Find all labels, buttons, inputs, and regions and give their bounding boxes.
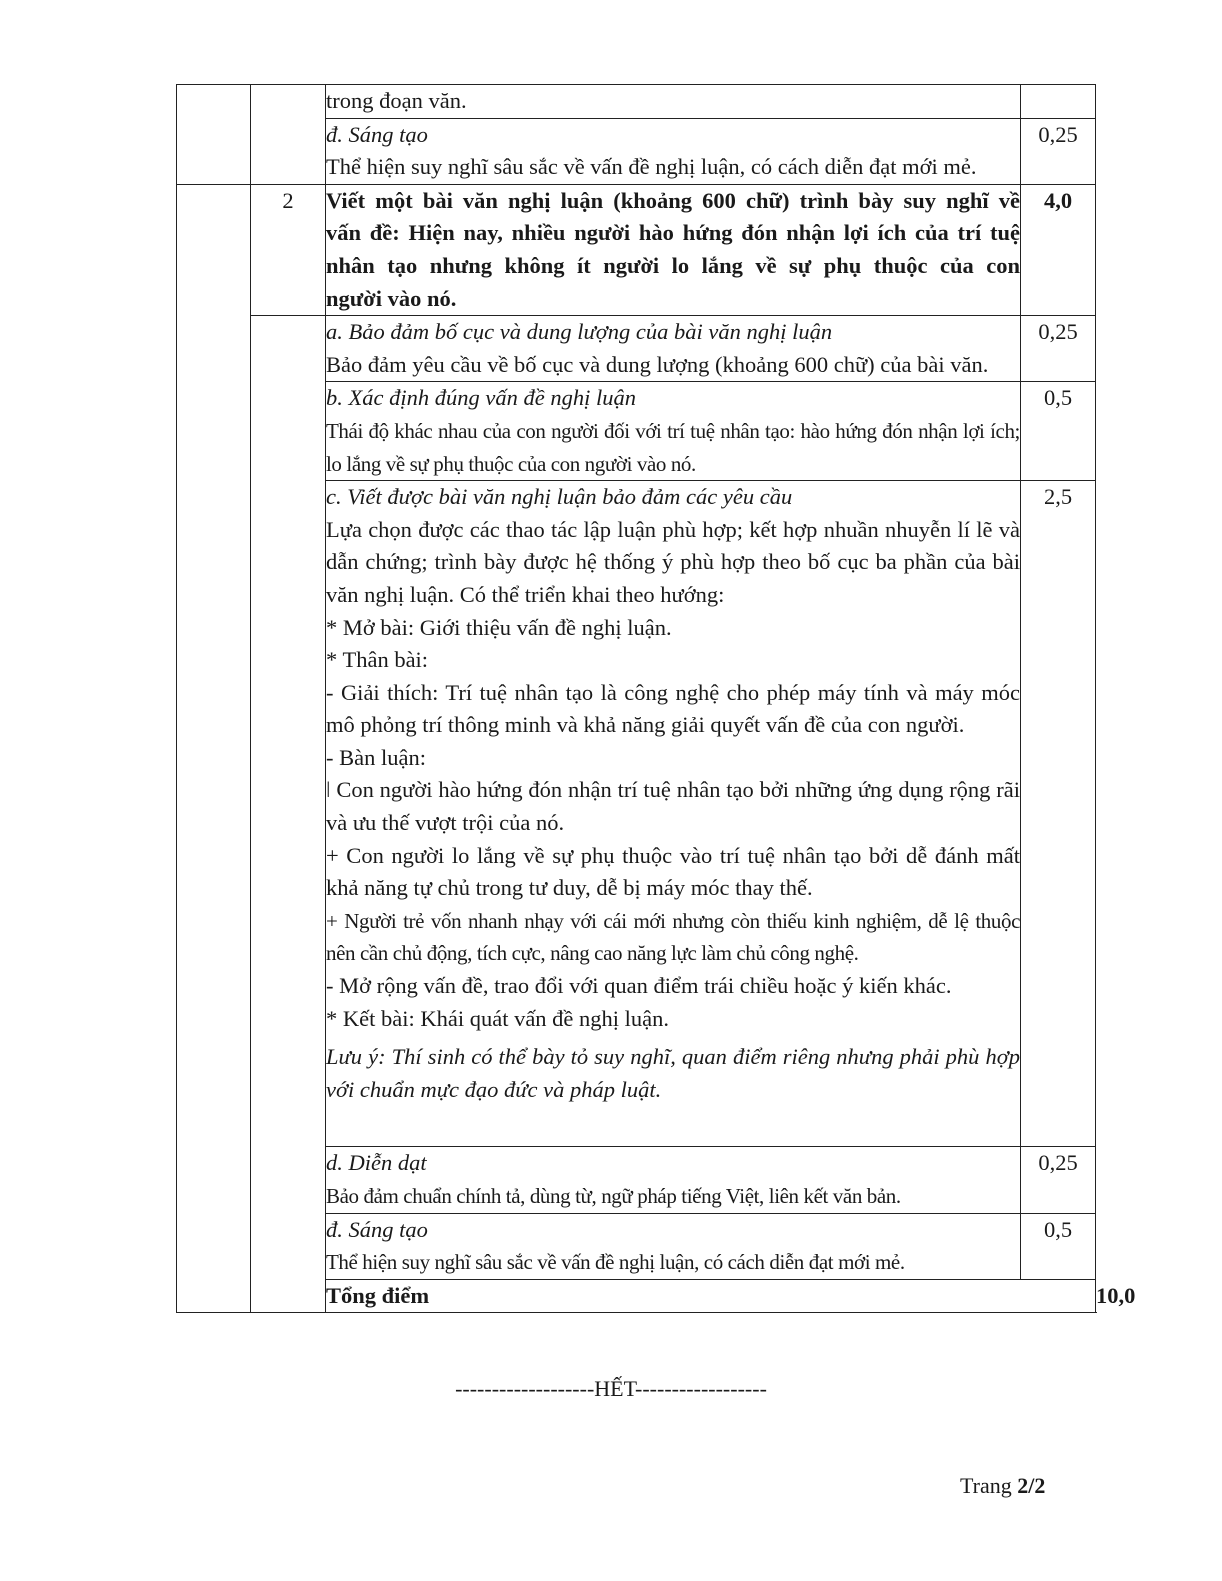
page-number bbox=[960, 1473, 1045, 1499]
score-cell: 4,0 bbox=[1021, 184, 1096, 315]
score-cell: 0,5 bbox=[1021, 1213, 1096, 1279]
criterion-line: * Thân bài: bbox=[326, 647, 429, 673]
note-text: Lưu ý: Thí sinh có thể bày tỏ suy nghĩ, quan điểm riêng nhưng phải phù hợp với chuẩn mực đạo đức và pháp luật. bbox=[326, 1044, 1020, 1102]
prompt-line: Viết một bài văn nghị luận (khoảng 600 chữ) trình bày suy nghĩ về bbox=[326, 187, 1020, 213]
criterion-body: Thái độ khác nhau của con người đối với trí tuệ nhân tạo: hào hứng đón nhận lợi ích; lo lắng về sự phụ thuộc của con người vào nó. bbox=[326, 418, 1020, 476]
page-number-prefix: Trang bbox=[960, 1473, 1018, 1498]
prompt-line: nhân tạo nhưng không ít người lo lắng về sự phụ thuộc của con bbox=[326, 252, 1020, 278]
prompt-line: vấn đề: Hiện nay, nhiều người hào hứng đón nhận lợi ích của trí tuệ bbox=[326, 220, 1020, 246]
score-cell: 0,25 bbox=[1021, 118, 1096, 184]
total-row: Tổng điểm 10,0 bbox=[177, 1279, 1096, 1313]
table-row bbox=[177, 316, 1096, 382]
criterion-line: + Người trẻ vốn nhanh nhạy với cái mới nhưng còn thiếu kinh nghiệm, dễ lệ thuộc nên cần chủ động, tích cực, nâng cao năng lực làm chủ công nghệ. bbox=[326, 908, 1020, 966]
criterion-title: a. Bảo đảm bố cục và dung lượng của bài văn nghị luận bbox=[326, 319, 833, 345]
criterion-line: ǀ Con người hào hứng đón nhận trí tuệ nhân tạo bởi những ứng dụng rộng rãi và ưu thế vượt trội của nó. bbox=[326, 777, 1020, 836]
question-number: 2 bbox=[251, 184, 326, 315]
criterion-body: Bảo đảm yêu cầu về bố cục và dung lượng (khoảng 600 chữ) của bài văn. bbox=[326, 351, 989, 377]
criterion-cell bbox=[326, 382, 1021, 481]
criterion-title: b. Xác định đúng vấn đề nghị luận bbox=[326, 385, 636, 411]
criterion-body: trong đoạn văn. bbox=[326, 88, 467, 113]
criterion-line: Lựa chọn được các thao tác lập luận phù hợp; kết hợp nhuần nhuyễn lí lẽ và dẫn chứng; trình bày được hệ thống ý phù hợp theo bố cục ba phần của bài văn nghị luận. Có thể triển khai theo hướng: bbox=[326, 516, 1020, 607]
criterion-line: + Con người lo lắng về sự phụ thuộc vào trí tuệ nhân tạo bởi dễ đánh mất khả năng tự chủ trong tư duy, dễ bị máy móc thay thế. bbox=[326, 842, 1020, 901]
prompt-line: người vào nó. bbox=[326, 285, 457, 311]
scoring-table bbox=[176, 84, 1136, 1313]
criterion-line: - Giải thích: Trí tuệ nhân tạo là công nghệ cho phép máy tính và máy móc mô phỏng trí thông minh và khả năng giải quyết vấn đề của con người. bbox=[326, 679, 1020, 738]
question-prompt bbox=[326, 184, 1021, 315]
score-cell: 0,5 bbox=[1021, 382, 1096, 481]
criterion-body: Thể hiện suy nghĩ sâu sắc về vấn đề nghị luận, có cách diễn đạt mới mẻ. bbox=[326, 1250, 905, 1275]
criterion-body: Thể hiện suy nghĩ sâu sắc về vấn đề nghị luận, có cách diễn đạt mới mẻ. bbox=[326, 154, 977, 180]
score-cell: 0,25 bbox=[1021, 316, 1096, 382]
part-cell bbox=[177, 85, 251, 185]
page-number-value: 2/2 bbox=[1017, 1473, 1046, 1498]
criterion-cell bbox=[326, 1213, 1021, 1279]
criterion-cell bbox=[326, 481, 1021, 1147]
criterion-title: c. Viết được bài văn nghị luận bảo đảm các yêu cầu bbox=[326, 484, 793, 510]
criterion-cell bbox=[326, 85, 1021, 119]
criterion-cell bbox=[326, 316, 1021, 382]
question-cell bbox=[251, 85, 326, 185]
criterion-title: d. Diễn dạt bbox=[326, 1150, 427, 1176]
score-cell bbox=[1021, 85, 1096, 119]
criterion-cell bbox=[326, 1147, 1021, 1213]
question-cell bbox=[251, 316, 326, 1313]
criterion-cell bbox=[326, 118, 1021, 184]
criterion-line: - Bàn luận: bbox=[326, 744, 426, 770]
criterion-line: * Kết bài: Khái quát vấn đề nghị luận. bbox=[326, 1005, 670, 1031]
table-row bbox=[177, 184, 1096, 315]
criterion-title: đ. Sáng tạo bbox=[326, 121, 428, 147]
score-cell: 0,25 bbox=[1021, 1147, 1096, 1213]
part-cell bbox=[177, 184, 251, 1313]
score-cell: 2,5 bbox=[1021, 481, 1096, 1147]
criterion-title: đ. Sáng tạo bbox=[326, 1216, 428, 1242]
criterion-line: - Mở rộng vấn đề, trao đổi với quan điểm trái chiều hoặc ý kiến khác. bbox=[326, 973, 952, 999]
end-marker: -------------------HẾT------------------ bbox=[455, 1376, 767, 1401]
table-row bbox=[177, 85, 1096, 119]
criterion-body: Bảo đảm chuẩn chính tả, dùng từ, ngữ pháp tiếng Việt, liên kết văn bản. bbox=[326, 1184, 901, 1208]
criterion-line: * Mở bài: Giới thiệu vấn đề nghị luận. bbox=[326, 614, 672, 640]
total-label: Tổng điểm bbox=[326, 1279, 1096, 1313]
